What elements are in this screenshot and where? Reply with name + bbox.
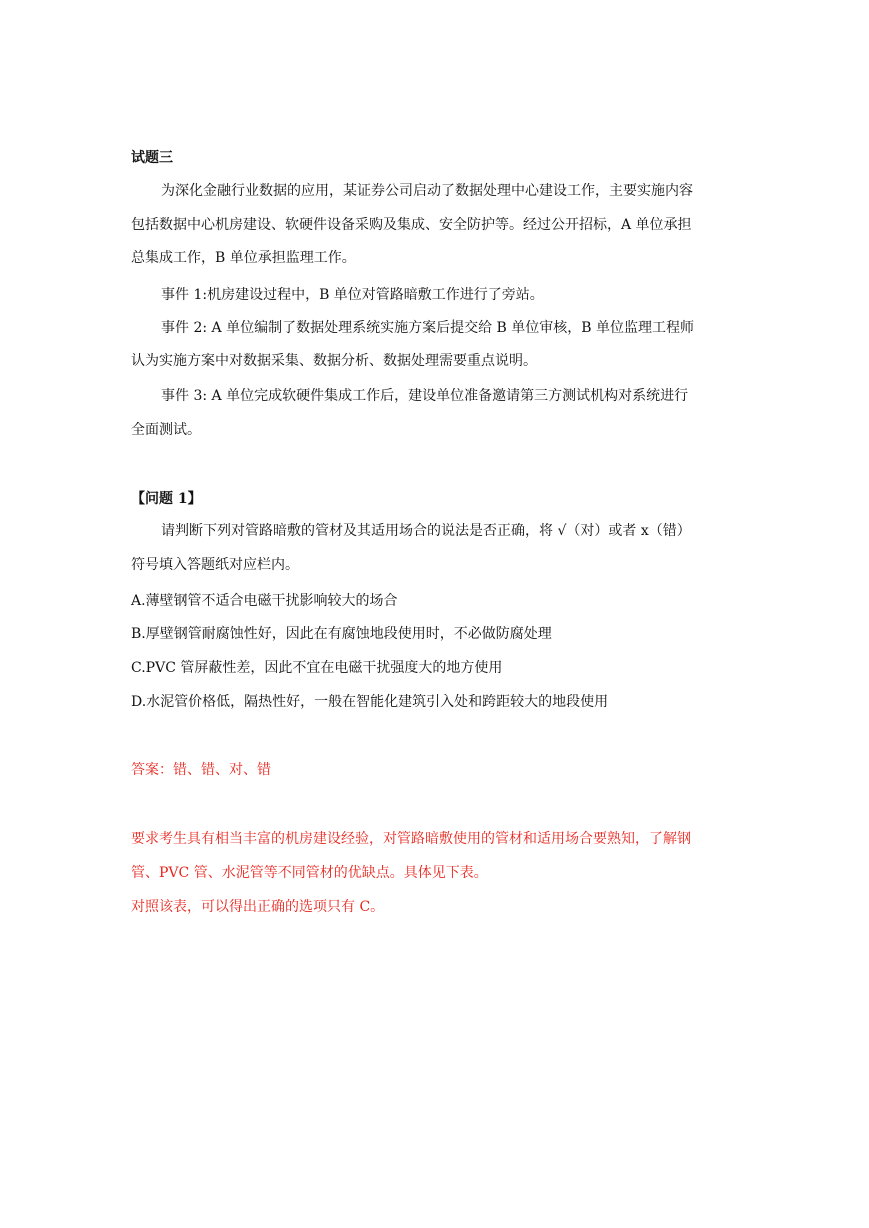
event-2-line-2: 认为实施方案中对数据采集、数据分析、数据处理需要重点说明。 [131,353,537,369]
explanation-line-1: 要求考生具有相当丰富的机房建设经验，对管路暗敷使用的管材和适用场合要熟知，了解钢 [131,831,691,847]
event-3-line-2: 全面测试。 [131,422,201,438]
question-prompt-line-2: 符号填入答题纸对应栏内。 [131,557,299,573]
answer-line: 答案：错、错、对、错 [131,762,271,778]
question-prompt-line-1: 请判断下列对管路暗敷的管材及其适用场合的说法是否正确，将 √（对）或者 x（错） [161,523,691,539]
event-1: 事件 1:机房建设过程中，B 单位对管路暗敷工作进行了旁站。 [161,287,544,303]
intro-line-3: 总集成工作，B 单位承担监理工作。 [131,250,356,266]
section-title: 试题三 [131,150,173,166]
event-2-line-1: 事件 2: A 单位编制了数据处理系统实施方案后提交给 B 单位审核，B 单位监理工程师 [161,320,695,336]
intro-line-2: 包括数据中心机房建设、软硬件设备采购及集成、安全防护等。经过公开招标，A 单位承担 [131,217,692,233]
question-title: 【问题 1】 [131,491,202,507]
option-a: A.薄壁钢管不适合电磁干扰影响较大的场合 [131,593,398,609]
event-3-line-1: 事件 3: A 单位完成软硬件集成工作后，建设单位准备邀请第三方测试机构对系统进行 [161,388,689,404]
explanation-line-3: 对照该表，可以得出正确的选项只有 C。 [131,899,385,915]
option-c: C.PVC 管屏蔽性差，因此不宜在电磁干扰强度大的地方使用 [131,660,503,676]
option-b: B.厚壁钢管耐腐蚀性好，因此在有腐蚀地段使用时，不必做防腐处理 [131,626,552,642]
option-d: D.水泥管价格低，隔热性好，一般在智能化建筑引入处和跨距较大的地段使用 [131,694,609,710]
explanation-line-2: 管、PVC 管、水泥管等不同管材的优缺点。具体见下表。 [131,865,488,881]
intro-line-1: 为深化金融行业数据的应用，某证券公司启动了数据处理中心建设工作，主要实施内容 [161,183,693,199]
